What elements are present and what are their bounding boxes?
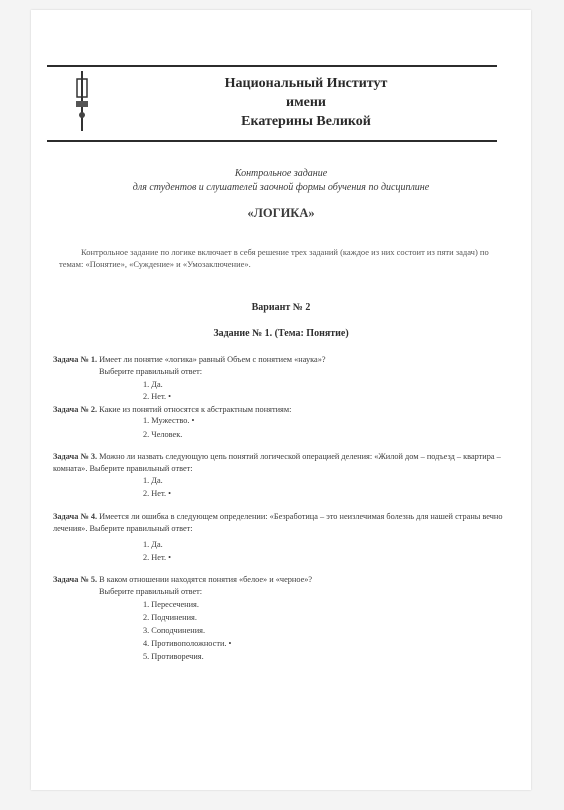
institute-name-line2: имени (286, 95, 326, 110)
task-2-option-1: 1. Мужество. • (143, 416, 195, 425)
variant-heading: Вариант № 2 (251, 302, 311, 313)
task-5-option-5: 5. Противоречия. (143, 652, 204, 661)
task-5-option-4: 4. Противоположности. • (143, 639, 232, 648)
task-3-text: Можно ли назвать следующую цепь понятий логической операцией деления: «Жилой дом – подъезд – квартира – комната». Выберите правильный ответ: (53, 452, 501, 473)
task-4-option-1: 1. Да. (143, 540, 163, 549)
discipline-title: «ЛОГИКА» (247, 206, 315, 220)
task-2-text: Какие из понятий относятся к абстрактным понятиям: (99, 405, 292, 414)
task-5-option-3: 3. Соподчинения. (143, 626, 206, 635)
header-top-rule (47, 65, 497, 67)
task-3-option-1: 1. Да. (143, 476, 163, 485)
task-5-prompt: Выберите правильный ответ: (99, 587, 203, 596)
task-5-label: Задача № 5. (53, 575, 98, 584)
task-1-option-1: 1. Да. (143, 380, 163, 389)
assignment-subtitle: для студентов и слушателей заочной формы обучения по дисциплине (132, 182, 430, 193)
task-1-option-2: 2. Нет. • (143, 392, 172, 401)
task-3-option-2: 2. Нет. • (143, 489, 172, 498)
institute-logo-icon (72, 71, 92, 131)
task-4-label: Задача № 4. (53, 512, 98, 521)
task-5-option-1: 1. Пересечения. (143, 600, 199, 609)
task-5-option-2: 2. Подчинения. (143, 613, 197, 622)
task-3-label: Задача № 3. (53, 452, 98, 461)
task-1-label: Задача № 1. (53, 355, 98, 364)
intro-paragraph: Контрольное задание по логике включает в себя решение трех заданий (каждое из них состоит из пяти задач) по темам: «Понятие», «Суждение» и «Умозаключение». (59, 247, 489, 269)
task-5-text: В каком отношении находятся понятия «белое» и «черное»? (99, 575, 313, 584)
task-4 (53, 511, 511, 535)
task-4-text: Имеется ли ошибка в следующем определении: «Безработица – это неизлечимая болезнь для нашей страны вечно лечения». Выберите правильный ответ: (53, 512, 503, 533)
task-1-text: Имеет ли понятие «логика» равный Объем с понятием «наука»? (99, 355, 326, 364)
institute-name-line3: Екатерины Великой (241, 114, 371, 129)
task-3 (53, 451, 511, 475)
task-5 (53, 574, 511, 586)
task-4-option-2: 2. Нет. • (143, 553, 172, 562)
document-page (31, 10, 531, 790)
task-1-prompt: Выберите правильный ответ: (99, 367, 203, 376)
task-1 (53, 354, 511, 366)
task-2-option-2: 2. Человек. (143, 430, 183, 439)
institute-name-line1: Национальный Институт (224, 76, 388, 91)
assignment-title: Контрольное задание (234, 168, 328, 179)
task-2 (53, 404, 511, 416)
task-heading: Задание № 1. (Тема: Понятие) (213, 328, 349, 339)
header-bottom-rule (47, 140, 497, 142)
task-2-label: Задача № 2. (53, 405, 98, 414)
